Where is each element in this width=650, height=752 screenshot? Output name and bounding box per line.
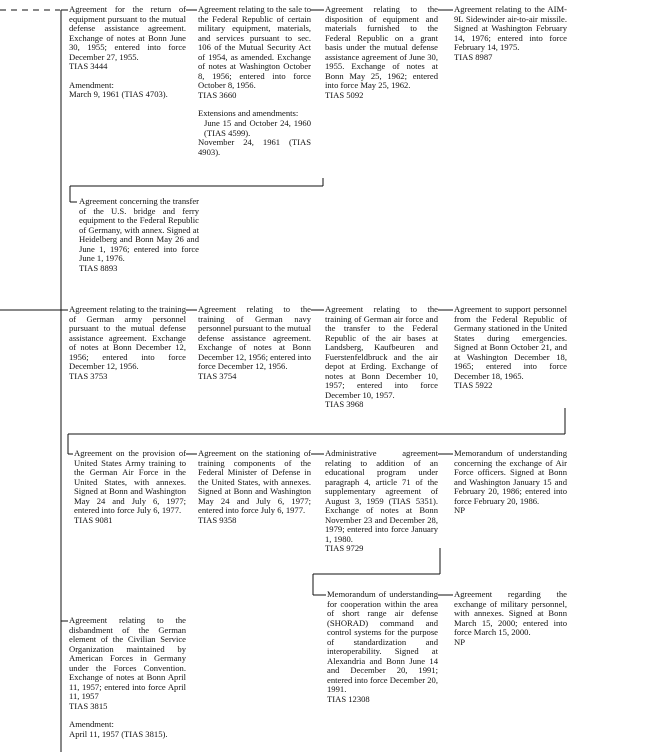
agreement-text: Agreement for the return of equipment pursuant to the mutual defense assistance agreement. Exchange of notes at Bonn June 30, 1955; entered into force December 27, 1955. <box>69 4 186 62</box>
agreement-text: Agreement relating to the AIM-9L Sidewinder air-to-air missile. Signed at Washington February 14, 1976; entered into force February 14, 1975. <box>454 4 567 53</box>
agreement-text: Agreement relating to the training of German navy personnel pursuant to the mutual defense assistance agreement. Exchange of notes at Bonn December 12, 1956; entered into force December 12, 1956. <box>198 304 311 372</box>
agreement-text: Agreement on the provision of United States Army training to the German Air Force in the United States, with annexes. Signed at Bonn and Washington May 24 and July 6, 1977; entered into force July 6, 1977. <box>74 448 186 516</box>
extension-entry: November 24, 1961 (TIAS 4903). <box>198 137 311 157</box>
tias-number: TIAS 3754 <box>198 370 237 381</box>
agreement-text: Agreement concerning the transfer of the U.S. bridge and ferry equipment to the Federal Republic of Germany, with annex. Signed at Heidelberg and Bonn May 26 and June 1, 1976; entered into force June 1, 1976. <box>79 196 199 264</box>
agreement-equipment-return <box>69 5 186 100</box>
tias-number: TIAS 5092 <box>325 89 364 100</box>
agreement-text: Administrative agreement relating to addition of an educational program under paragraph 4, article 71 of the supplementary agreement of August 3, 1959 (TIAS 5351). Exchange of notes at Bonn November 23 and December 28, 1979; entered into force January 1, 1980. <box>325 448 438 544</box>
tias-number: NP <box>454 636 465 647</box>
tias-number: TIAS 3968 <box>325 399 364 410</box>
agreement-army-training-air-force <box>74 449 186 525</box>
agreement-text: Agreement relating to the disbandment of the German element of the Civilian Service Organization maintained by American Forces in Germany under the Forces Convention. Exchange of notes at Bonn April 11, 1957; entered into force April 11, 1957 <box>69 615 186 702</box>
amendment-entry: April 11, 1957 (TIAS 3815). <box>69 729 168 740</box>
amendment-heading: Amendment: <box>69 719 114 730</box>
agreement-text: Agreement relating to the training of German air force and the transfer to the Federal Republic of the air bases at Landsberg, Kaufbeuren and Fuerstenfeldbruck and the air depot at Erding. Exchange of notes at Bonn December 10, 1957; entered into force December 10, 1957. <box>325 304 438 400</box>
tias-number: TIAS 3753 <box>69 370 108 381</box>
agreement-text: Agreement to support personnel from the Federal Republic of Germany stationed in the United States during emergencies. Signed at Bonn October 21, and at Washington December 18, 1965; entered into force December 18, 1965. <box>454 304 567 381</box>
agreement-bridge-ferry-transfer <box>79 197 199 273</box>
agreement-air-force-training <box>325 305 438 410</box>
agreement-text: Agreement relating to the training of German army personnel pursuant to the mutual defense assistance agreement. Exchange of notes at Bonn December 12, 1956; entered into force December 12, 1956. <box>69 304 186 372</box>
agreement-sidewinder-missile <box>454 5 567 62</box>
memorandum-air-force-officers <box>454 449 567 516</box>
extension-entry: June 15 and October 24, 1960 (TIAS 4599). <box>204 118 311 138</box>
agreement-text: Agreement relating to the sale to the Federal Republic of certain military equipment, materials, and services pursuant to sec. 106 of the Mutual Security Act of 1954, as amended. Exchange of notes at Washington October 8, 1956; entered into force October 8, 1956. <box>198 4 311 91</box>
agreement-emergency-support <box>454 305 567 391</box>
agreement-text: Memorandum of understanding concerning the exchange of Air Force officers. Signed at Bonn and Washington January 15 and February 20, 1986; entered into force February 20, 1986. <box>454 448 567 506</box>
agreement-army-training <box>69 305 186 381</box>
agreement-disposition-equipment <box>325 5 438 100</box>
agreement-text: Agreement on the stationing of training components of the Federal Minister of Defense in the United States, with annexes. Signed at Bonn and Washington May 24 and July 6, 1977; entered into force July 6, 1977. <box>198 448 311 516</box>
extensions-heading: Extensions and amendments: <box>198 108 299 119</box>
agreement-stationing-training-components <box>198 449 311 525</box>
tias-number: TIAS 8987 <box>454 51 493 62</box>
amendment-entry: March 9, 1961 (TIAS 4703). <box>69 89 168 100</box>
tias-number: TIAS 5922 <box>454 380 493 391</box>
agreement-sale-military-equipment <box>198 5 311 157</box>
tias-number: TIAS 3660 <box>198 89 237 100</box>
tias-number: TIAS 9358 <box>198 514 237 525</box>
agreement-text: Agreement regarding the exchange of military personnel, with annexes. Signed at Bonn March 15, 2000; entered into force March 15, 2000. <box>454 589 567 638</box>
agreement-military-personnel-exchange <box>454 590 567 647</box>
tias-number: NP <box>454 505 465 516</box>
tias-number: TIAS 9081 <box>74 514 113 525</box>
agreement-educational-program <box>325 449 438 554</box>
amendment-heading: Amendment: <box>69 79 114 90</box>
agreement-civilian-service-disbandment <box>69 616 186 740</box>
agreement-text: Agreement relating to the disposition of equipment and materials furnished to the Federal Republic on a grant basis under the mutual defense assistance agreement of June 30, 1955. Exchange of notes at Bonn May 25, 1962; entered into force May 25, 1962. <box>325 4 438 91</box>
tias-number: TIAS 12308 <box>327 694 370 705</box>
tias-number: TIAS 3444 <box>69 61 108 72</box>
agreement-text: Memorandum of understanding for cooperation within the area of short range air defense (SHORAD) command and control systems for the purpose of standardization and interoperability. Signed at Alexandria and Bonn June 14 and December 20, 1991; entered into force December 20, 1991. <box>327 589 438 695</box>
tias-number: TIAS 8893 <box>79 262 118 273</box>
tias-number: TIAS 9729 <box>325 543 364 554</box>
memorandum-shorad <box>327 590 438 705</box>
agreement-navy-training <box>198 305 311 381</box>
tias-number: TIAS 3815 <box>69 700 108 711</box>
